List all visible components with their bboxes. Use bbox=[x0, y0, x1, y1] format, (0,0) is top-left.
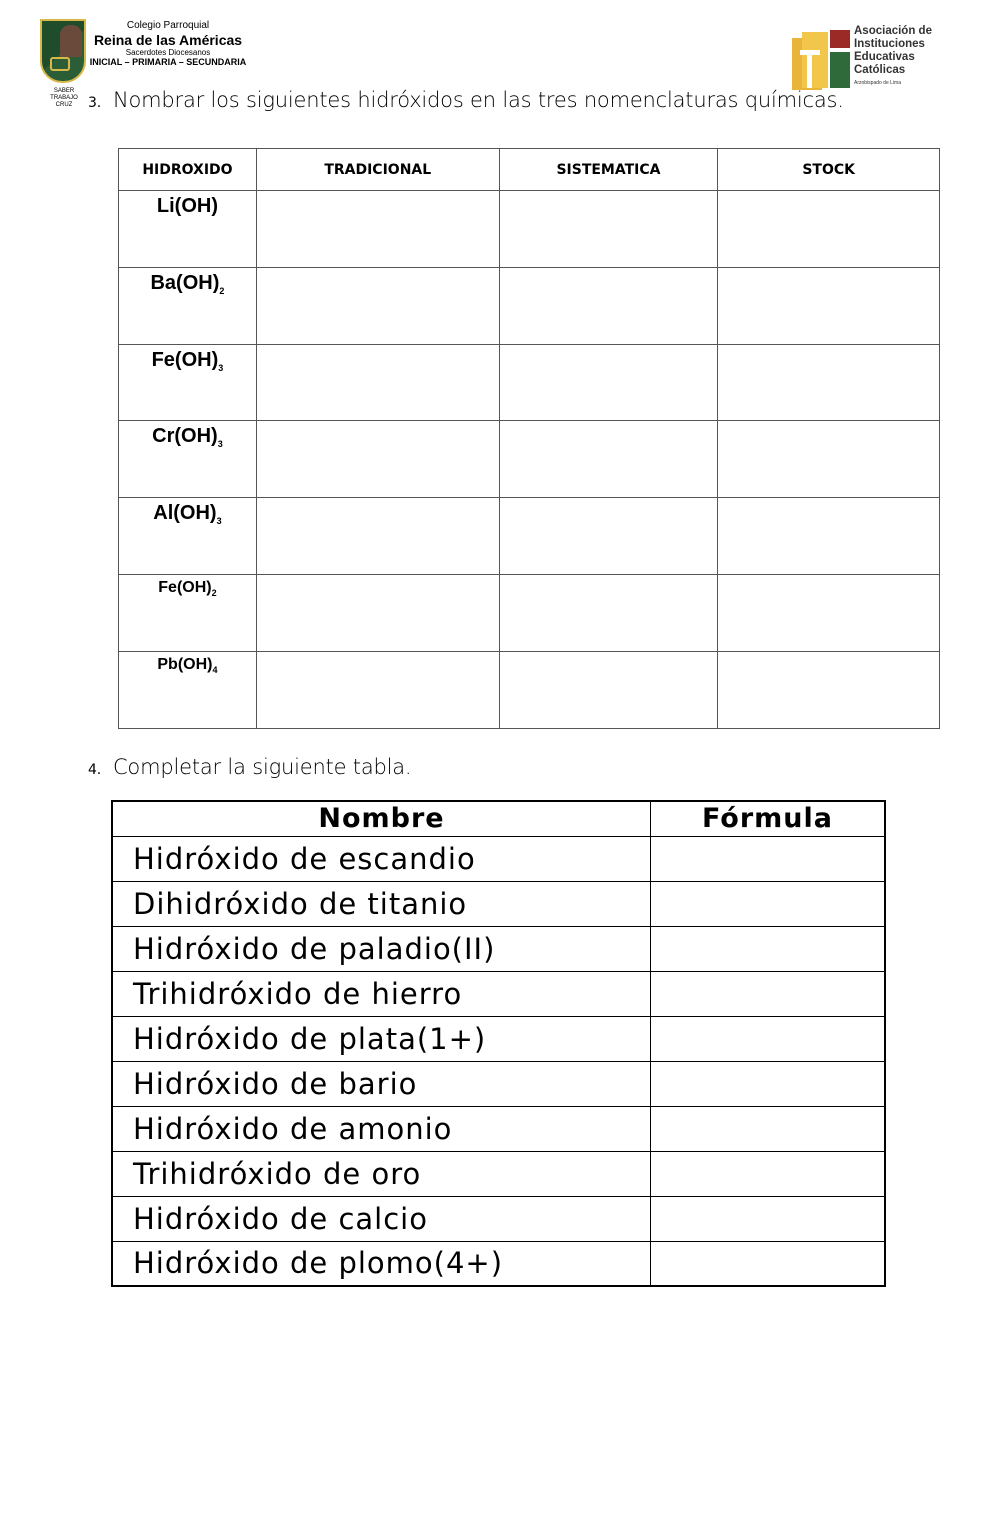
answer-cell-formula[interactable] bbox=[650, 926, 885, 971]
formula-base: Pb(OH) bbox=[157, 655, 213, 673]
answer-cell-tradicional[interactable] bbox=[256, 574, 499, 651]
answer-cell-tradicional[interactable] bbox=[256, 651, 499, 728]
answer-cell-formula[interactable] bbox=[650, 971, 885, 1016]
header-tradicional: TRADICIONAL bbox=[256, 149, 499, 191]
table-row bbox=[112, 881, 885, 926]
table-row bbox=[119, 191, 940, 268]
compound-name: Dihidróxido de titanio bbox=[112, 881, 650, 926]
school-line1: Colegio Parroquial bbox=[126, 20, 210, 31]
formula-subscript: 3 bbox=[216, 516, 222, 527]
school-name: Reina de las Américas bbox=[93, 31, 243, 48]
header-sistematica: SISTEMATICA bbox=[499, 149, 718, 191]
answer-cell-formula[interactable] bbox=[650, 1196, 885, 1241]
table-row bbox=[112, 1016, 885, 1061]
question-number: 3. bbox=[88, 95, 101, 111]
answer-cell-formula[interactable] bbox=[650, 1241, 885, 1286]
answer-cell-tradicional[interactable] bbox=[256, 344, 499, 421]
table-row bbox=[112, 1061, 885, 1106]
compound-name: Hidróxido de plata(1+) bbox=[112, 1016, 650, 1061]
hydroxide-formula bbox=[119, 191, 257, 268]
header-stock: STOCK bbox=[718, 149, 940, 191]
hydroxide-formula bbox=[119, 344, 257, 421]
association-line: Instituciones bbox=[854, 38, 925, 50]
answer-cell-formula[interactable] bbox=[650, 1151, 885, 1196]
answer-cell-formula[interactable] bbox=[650, 1106, 885, 1151]
answer-cell-stock[interactable] bbox=[718, 191, 940, 268]
compound-name: Hidróxido de escandio bbox=[112, 836, 650, 881]
answer-cell-stock[interactable] bbox=[718, 498, 940, 575]
table-row bbox=[119, 574, 940, 651]
compound-name: Hidróxido de paladio(II) bbox=[112, 926, 650, 971]
school-levels: INICIAL – PRIMARIA – SECUNDARIA bbox=[89, 56, 247, 67]
hydroxide-formula bbox=[119, 498, 257, 575]
answer-cell-tradicional[interactable] bbox=[256, 498, 499, 575]
association-sub: Arzobispado de Lima bbox=[854, 80, 901, 86]
association-line: Asociación de bbox=[854, 25, 932, 37]
table-row bbox=[112, 1196, 885, 1241]
table-row bbox=[119, 267, 940, 344]
table-row bbox=[119, 498, 940, 575]
formula-subscript: 4 bbox=[212, 664, 218, 675]
compound-name: Trihidróxido de hierro bbox=[112, 971, 650, 1016]
answer-cell-tradicional[interactable] bbox=[256, 421, 499, 498]
association-logo bbox=[792, 28, 852, 90]
formula-subscript: 3 bbox=[218, 362, 224, 373]
compound-name: Hidróxido de calcio bbox=[112, 1196, 650, 1241]
table-row bbox=[112, 1106, 885, 1151]
motto-word: TRABAJO bbox=[50, 95, 78, 102]
question-4 bbox=[88, 755, 411, 779]
answer-cell-stock[interactable] bbox=[718, 267, 940, 344]
formula-subscript: 2 bbox=[219, 285, 225, 296]
answer-cell-sistematica[interactable] bbox=[499, 344, 718, 421]
header-hidroxido: HIDROXIDO bbox=[119, 149, 257, 191]
answer-cell-sistematica[interactable] bbox=[499, 191, 718, 268]
table-row bbox=[119, 421, 940, 498]
table-row bbox=[112, 1151, 885, 1196]
header-formula: Fórmula bbox=[650, 801, 885, 836]
compound-name: Trihidróxido de oro bbox=[112, 1151, 650, 1196]
table-row bbox=[112, 971, 885, 1016]
hydroxide-formula bbox=[119, 574, 257, 651]
answer-cell-stock[interactable] bbox=[718, 651, 940, 728]
formula-base: Al(OH) bbox=[153, 502, 217, 525]
compound-name: Hidróxido de bario bbox=[112, 1061, 650, 1106]
formula-base: Ba(OH) bbox=[150, 271, 220, 294]
answer-cell-formula[interactable] bbox=[650, 881, 885, 926]
hydroxide-formula bbox=[119, 651, 257, 728]
answer-cell-stock[interactable] bbox=[718, 574, 940, 651]
table-row bbox=[112, 836, 885, 881]
association-name bbox=[854, 25, 932, 90]
answer-cell-sistematica[interactable] bbox=[499, 267, 718, 344]
formula-base: Fe(OH) bbox=[158, 578, 212, 596]
answer-cell-tradicional[interactable] bbox=[256, 191, 499, 268]
school-crest-logo bbox=[40, 19, 86, 83]
answer-cell-sistematica[interactable] bbox=[499, 574, 718, 651]
answer-cell-sistematica[interactable] bbox=[499, 498, 718, 575]
formula-subscript: 3 bbox=[217, 439, 223, 450]
answer-cell-formula[interactable] bbox=[650, 1016, 885, 1061]
answer-cell-stock[interactable] bbox=[718, 344, 940, 421]
hydroxide-formula bbox=[119, 421, 257, 498]
school-header bbox=[88, 20, 248, 67]
name-formula-table bbox=[111, 800, 886, 1287]
formula-base: Fe(OH) bbox=[151, 348, 219, 371]
table-row bbox=[112, 1241, 885, 1286]
motto-word: CRUZ bbox=[55, 102, 73, 109]
compound-name: Hidróxido de plomo(4+) bbox=[112, 1241, 650, 1286]
formula-base: Cr(OH) bbox=[152, 425, 218, 448]
table-row bbox=[112, 926, 885, 971]
question-text: Completar la siguiente tabla. bbox=[112, 755, 412, 779]
answer-cell-tradicional[interactable] bbox=[256, 267, 499, 344]
question-3 bbox=[88, 88, 844, 112]
answer-cell-sistematica[interactable] bbox=[499, 651, 718, 728]
association-line: Educativas bbox=[854, 51, 915, 63]
answer-cell-formula[interactable] bbox=[650, 1061, 885, 1106]
answer-cell-formula[interactable] bbox=[650, 836, 885, 881]
question-text: Nombrar los siguientes hidróxidos en las tres nomenclaturas químicas. bbox=[112, 88, 844, 112]
compound-name: Hidróxido de amonio bbox=[112, 1106, 650, 1151]
formula-base: Li(OH) bbox=[156, 195, 218, 217]
school-motto bbox=[44, 88, 84, 110]
header-nombre: Nombre bbox=[112, 801, 650, 836]
question-number: 4. bbox=[88, 762, 101, 778]
table-row bbox=[119, 344, 940, 421]
hydroxide-nomenclature-table bbox=[118, 148, 940, 729]
motto-word: SABER bbox=[53, 88, 75, 94]
school-line3: Sacerdotes Diocesanos bbox=[125, 47, 211, 57]
table-row bbox=[119, 651, 940, 728]
formula-subscript: 2 bbox=[211, 588, 217, 599]
answer-cell-sistematica[interactable] bbox=[499, 421, 718, 498]
association-line: Católicas bbox=[854, 64, 906, 76]
answer-cell-stock[interactable] bbox=[718, 421, 940, 498]
hydroxide-formula bbox=[119, 267, 257, 344]
